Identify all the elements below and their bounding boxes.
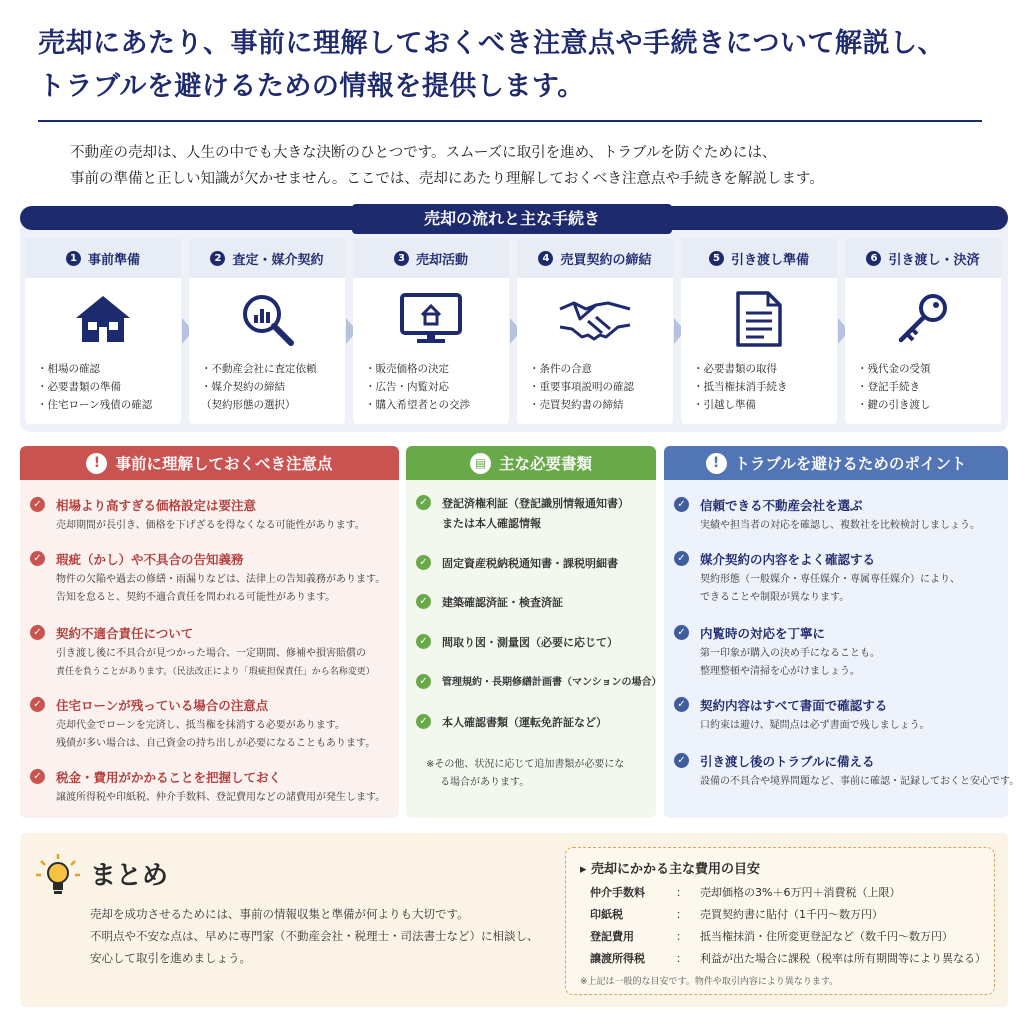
- step-item: ・販売価格の決定: [365, 363, 449, 375]
- tip-point-desc: [700, 517, 980, 535]
- cost-note: ※上記は一般的な目安です。物件や取引内容により異なります。: [580, 977, 839, 987]
- doc-line: 管理規約・長期修繕計画書（マンションの場合）: [442, 677, 662, 688]
- step-item: ・残代金の受領: [857, 363, 931, 375]
- document-item-text: [442, 673, 662, 693]
- documents-note: [426, 756, 624, 792]
- step-title: 売却活動: [415, 252, 468, 268]
- tips-card: [664, 446, 1020, 818]
- step-number: 3: [394, 251, 409, 266]
- summary-line: 不明点や不安な点は、早めに専門家（不動産会社・税理士・司法書士など）に相談し、: [90, 929, 539, 943]
- step-header: [845, 238, 1001, 278]
- check-icon: ✓: [416, 594, 431, 609]
- flow-step-2: [189, 238, 345, 424]
- handshake-icon: [517, 278, 673, 360]
- tips-title: トラブルを避けるためのポイント: [734, 455, 967, 473]
- step-item-list: [517, 360, 673, 414]
- step-number: 6: [866, 251, 881, 266]
- tip-point-title: 媒介契約の内容をよく確認する: [700, 552, 876, 567]
- headline-divider: [38, 120, 982, 122]
- cost-label: 印紙税: [590, 908, 623, 921]
- desc-line: 売却期間が長引き、価格を下げざるを得なくなる可能性があります。: [56, 520, 365, 531]
- caution-point-title: 住宅ローンが残っている場合の注意点: [56, 698, 269, 713]
- step-header: [517, 238, 673, 278]
- lightbulb-icon: [36, 853, 80, 897]
- doc-line: 登記済権利証（登記識別情報通知書）: [442, 497, 629, 510]
- documents-card: [406, 446, 662, 818]
- cost-box: [565, 847, 995, 995]
- desc-line: 整理整頓や清掃を心がけましょう。: [700, 666, 860, 677]
- check-icon: ✓: [30, 551, 45, 566]
- headline-line-1: 売却にあたり、事前に理解しておくべき注意点や手続きについて解説し、: [38, 28, 945, 59]
- document-item-text: [442, 633, 618, 653]
- step-number: 5: [709, 251, 724, 266]
- check-icon: ✓: [674, 753, 689, 768]
- desc-line: 引き渡し後に不具合が見つかった場合、一定期間、修補や損害賠償の: [56, 648, 366, 659]
- cost-separator: ：: [676, 952, 687, 965]
- caution-point-title: 契約不適合責任について: [56, 626, 194, 641]
- doc-line: 間取り図・測量図（必要に応じて）: [442, 636, 618, 649]
- step-title: 売買契約の締結: [560, 252, 652, 268]
- step-item: ・媒介契約の締結: [201, 381, 285, 393]
- tip-point-desc: [700, 773, 1019, 791]
- step-item-list: [681, 360, 837, 414]
- tip-point-title: 引き渡し後のトラブルに備える: [700, 754, 875, 769]
- step-item-list: [845, 360, 1001, 414]
- intro-line-1: 不動産の売却は、人生の中でも大きな決断のひとつです。スムーズに取引を進め、トラブルを防ぐためには、: [70, 145, 777, 161]
- flow-step-1: [25, 238, 181, 424]
- cost-value: 利益が出た場合に課税（税率は所有期間等により異なる）: [700, 952, 986, 965]
- step-title: 査定・媒介契約: [232, 252, 324, 268]
- check-icon: ✓: [416, 634, 431, 649]
- step-item: ・購入希望者との交渉: [365, 399, 470, 411]
- cost-label: 仲介手数料: [590, 886, 645, 899]
- step-item-list: [189, 360, 345, 414]
- step-number: 4: [538, 251, 553, 266]
- exclamation-icon: !: [86, 453, 107, 474]
- document-icon: ▤: [470, 453, 491, 474]
- document-item-text: [442, 494, 629, 534]
- tips-header: [664, 446, 1008, 480]
- caution-point-title: 瑕疵（かし）や不具合の告知義務: [56, 552, 244, 567]
- step-item-list: [353, 360, 509, 414]
- summary-line: 安心して取引を進めましょう。: [90, 951, 251, 965]
- documents-title: 主な必要書類: [498, 455, 592, 473]
- check-icon: ✓: [674, 697, 689, 712]
- summary-title: まとめ: [90, 861, 169, 891]
- step-item: ・登記手続き: [857, 381, 920, 393]
- caution-point-desc: [56, 789, 385, 807]
- check-icon: ✓: [416, 674, 431, 689]
- doc-line: 建築確認済証・検査済証: [442, 596, 563, 609]
- step-item: ・相場の確認: [37, 363, 100, 375]
- step-item: ・抵当権抹消手続き: [693, 381, 788, 393]
- doc-line: 固定資産税納税通知書・課税明細書: [442, 557, 618, 570]
- check-icon: ✓: [30, 625, 45, 640]
- flow-step-5: [681, 238, 837, 424]
- check-icon: ✓: [674, 551, 689, 566]
- key-icon: [845, 278, 1001, 360]
- exclamation-icon: !: [706, 453, 727, 474]
- cost-separator: ：: [676, 908, 687, 921]
- check-icon: ✓: [30, 769, 45, 784]
- page-headline: [38, 22, 998, 108]
- cautions-title: 事前に理解しておくべき注意点: [115, 455, 333, 473]
- check-icon: ✓: [416, 495, 431, 510]
- cautions-header: [20, 446, 399, 480]
- caution-point-desc: [56, 645, 375, 681]
- magnifier-chart-icon: [189, 278, 345, 360]
- cost-row: [590, 950, 986, 966]
- step-item: ・鍵の引き渡し: [857, 399, 931, 411]
- caution-point-desc: [56, 571, 385, 607]
- cautions-card: [20, 446, 399, 818]
- check-icon: ✓: [416, 555, 431, 570]
- step-header: [25, 238, 181, 278]
- desc-line: 売却代金でローンを完済し、抵当権を抹消する必要があります。: [56, 720, 345, 731]
- step-item-list: [25, 360, 181, 414]
- tip-point-title: 信頼できる不動産会社を選ぶ: [700, 498, 863, 513]
- summary-text: [90, 903, 560, 969]
- note-line: ※その他、状況に応じて追加書類が必要にな: [426, 759, 625, 770]
- cost-separator: ：: [676, 886, 687, 899]
- step-header: [353, 238, 509, 278]
- step-item: ・引越し準備: [693, 399, 756, 411]
- caution-point-title: 税金・費用がかかることを把握しておく: [56, 770, 282, 785]
- tip-point-desc: [700, 645, 880, 681]
- step-item: ・住宅ローン残債の確認: [37, 399, 153, 411]
- desc-line: 第一印象が購入の決め手になることも。: [700, 648, 880, 659]
- desc-line: 残債が多い場合は、自己資金の持ち出しが必要になることもあります。: [56, 738, 376, 749]
- step-item: ・不動産会社に査定依頼: [201, 363, 317, 375]
- check-icon: ✓: [416, 714, 431, 729]
- desc-line: 物件の欠陥や過去の修繕・雨漏りなどは、法律上の告知義務があります。: [56, 574, 386, 585]
- caution-point-desc: [56, 717, 375, 753]
- desc-line: 告知を怠ると、契約不適合責任を問われる可能性があります。: [56, 592, 336, 603]
- intro-text: [70, 140, 970, 192]
- tip-point-desc: [700, 571, 960, 607]
- tip-point-title: 契約内容はすべて書面で確認する: [700, 698, 888, 713]
- step-number: 1: [66, 251, 81, 266]
- cost-row: [590, 884, 900, 900]
- caution-point-desc: [56, 517, 365, 535]
- step-item: （契約形態の選択）: [201, 399, 296, 411]
- desc-line: 設備の不具合や境界問題など、事前に確認・記録しておくと安心です。: [700, 776, 1020, 787]
- document-icon: [681, 278, 837, 360]
- desc-line: 実績や担当者の対応を確認し、複数社を比較検討しましょう。: [700, 520, 980, 531]
- document-item-text: [442, 554, 618, 574]
- cost-value: 売却価格の3%＋6万円＋消費税（上限）: [700, 886, 901, 899]
- cost-row: [590, 928, 953, 944]
- step-item: ・必要書類の取得: [693, 363, 777, 375]
- step-title: 引き渡し準備: [730, 252, 809, 268]
- cost-row: [590, 906, 883, 922]
- cost-box-title: ▸ 売却にかかる主な費用の目安: [580, 862, 761, 877]
- step-header: [189, 238, 345, 278]
- desc-line: 譲渡所得税や印紙税、仲介手数料、登記費用などの諸費用が発生します。: [56, 792, 386, 803]
- flow-title: 売却の流れと主な手続き: [352, 204, 672, 234]
- step-title: 引き渡し・決済: [888, 252, 980, 268]
- doc-line: または本人確認情報: [442, 517, 541, 530]
- cost-value: 抵当権抹消・住所変更登記など（数千円〜数万円）: [700, 930, 953, 943]
- summary-section: [20, 833, 1008, 1007]
- step-item: ・必要書類の準備: [37, 381, 121, 393]
- step-header: [681, 238, 837, 278]
- headline-line-2: トラブルを避けるための情報を提供します。: [38, 71, 585, 102]
- step-title: 事前準備: [87, 252, 140, 268]
- tip-point-title: 内覧時の対応を丁寧に: [700, 626, 826, 641]
- doc-line: 本人確認書類（運転免許証など）: [442, 716, 607, 729]
- step-item: ・広告・内覧対応: [365, 381, 449, 393]
- tip-point-desc: [700, 717, 930, 735]
- step-item: ・売買契約書の締結: [529, 399, 624, 411]
- check-icon: ✓: [674, 497, 689, 512]
- flow-step-4: [517, 238, 673, 424]
- document-item-text: [442, 713, 607, 733]
- documents-header: [406, 446, 656, 480]
- check-icon: ✓: [30, 497, 45, 512]
- document-item-text: [442, 593, 563, 613]
- step-item: ・条件の合意: [529, 363, 592, 375]
- step-item: ・重要事項説明の確認: [529, 381, 634, 393]
- desc-line: 責任を負うことがあります。（民法改正により「瑕疵担保責任」から名称変更）: [56, 667, 375, 677]
- cost-value: 売買契約書に貼付（1千円〜数万円）: [700, 908, 883, 921]
- house-icon: [25, 278, 181, 360]
- cost-label: 譲渡所得税: [590, 952, 645, 965]
- check-icon: ✓: [30, 697, 45, 712]
- check-icon: ✓: [674, 625, 689, 640]
- flow-step-6: [845, 238, 1001, 424]
- desc-line: 契約形態（一般媒介・専任媒介・専属専任媒介）により、: [700, 574, 960, 585]
- caution-point-title: 相場より高すぎる価格設定は要注意: [56, 498, 257, 513]
- flow-step-3: [353, 238, 509, 424]
- monitor-house-icon: [353, 278, 509, 360]
- note-line: る場合があります。: [440, 777, 530, 788]
- summary-line: 売却を成功させるためには、事前の情報収集と準備が何よりも大切です。: [90, 907, 469, 921]
- cost-label: 登記費用: [590, 930, 634, 943]
- desc-line: 口約束は避け、疑問点は必ず書面で残しましょう。: [700, 720, 930, 731]
- step-number: 2: [210, 251, 225, 266]
- cost-separator: ：: [676, 930, 687, 943]
- desc-line: できることや制限が異なります。: [700, 592, 850, 603]
- intro-line-2: 事前の準備と正しい知識が欠かせません。ここでは、売却にあたり理解しておくべき注意点や手続きを解説します。: [70, 171, 824, 187]
